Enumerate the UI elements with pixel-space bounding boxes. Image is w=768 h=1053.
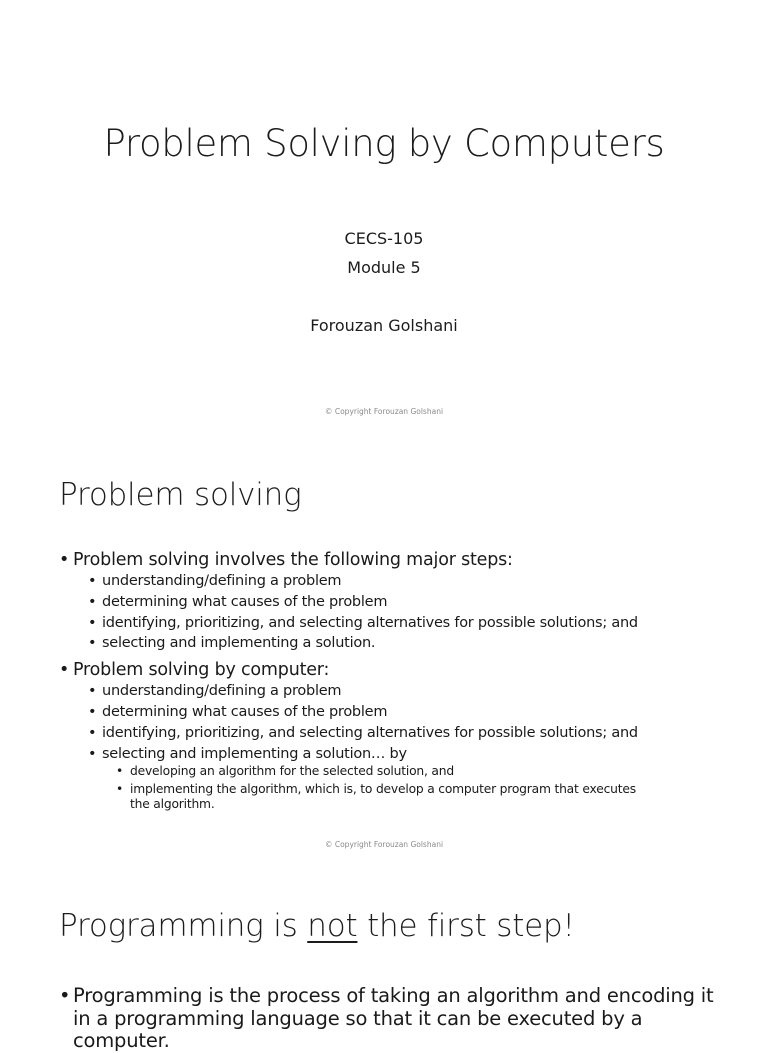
heading-text-start: Programming is: [59, 908, 308, 944]
bullet-list: [59, 547, 719, 815]
programming-slide: [0, 866, 768, 1052]
title-slide: [0, 0, 768, 433]
copyright-notice: © Copyright Forouzan Golshani: [324, 840, 444, 849]
sub-bullet-item: • determining what causes of the problem: [59, 702, 719, 723]
bullet-list: [59, 983, 719, 1053]
sub-bullet-item: • identifying, prioritizing, and selecting alternatives for possible solutions; and: [59, 723, 719, 744]
heading-text-end: the first step!: [357, 908, 575, 944]
sub-bullet-item: • selecting and implementing a solution… by: [59, 744, 719, 765]
bullet-item: • Programming is the process of taking an algorithm and encoding it in a programming language so that it can be executed by a computer.: [59, 985, 719, 1053]
sub-sub-bullet-item: • developing an algorithm for the selected solution, and: [59, 764, 719, 779]
bullet-text: Problem solving by computer:: [73, 660, 330, 681]
sub-bullet-item: • understanding/defining a problem: [59, 571, 719, 592]
sub-bullet-item: • understanding/defining a problem: [59, 681, 719, 702]
sub-bullet-item: • identifying, prioritizing, and selecting alternatives for possible solutions; and: [59, 613, 719, 634]
sub-bullet-item: • determining what causes of the problem: [59, 592, 719, 613]
bullet-item: [59, 659, 719, 681]
problem-solving-slide: [0, 433, 768, 866]
slide-title: Problem Solving by Computers: [103, 122, 665, 165]
slide-heading: Problem solving: [59, 477, 302, 513]
module-label: Module 5: [347, 258, 421, 277]
copyright-notice: © Copyright Forouzan Golshani: [324, 407, 444, 416]
bullet-text: Problem solving involves the following major steps:: [73, 550, 513, 570]
heading-emphasis: not: [307, 908, 358, 944]
author-name: Forouzan Golshani: [310, 316, 458, 335]
bullet-item: [59, 549, 719, 571]
sub-bullet-item: • selecting and implementing a solution.: [59, 633, 719, 654]
slide-heading: [59, 908, 575, 944]
course-code: CECS-105: [344, 229, 424, 248]
sub-sub-bullet-item: • implementing the algorithm, which is, to develop a computer program that executes the algorithm.: [59, 782, 719, 812]
